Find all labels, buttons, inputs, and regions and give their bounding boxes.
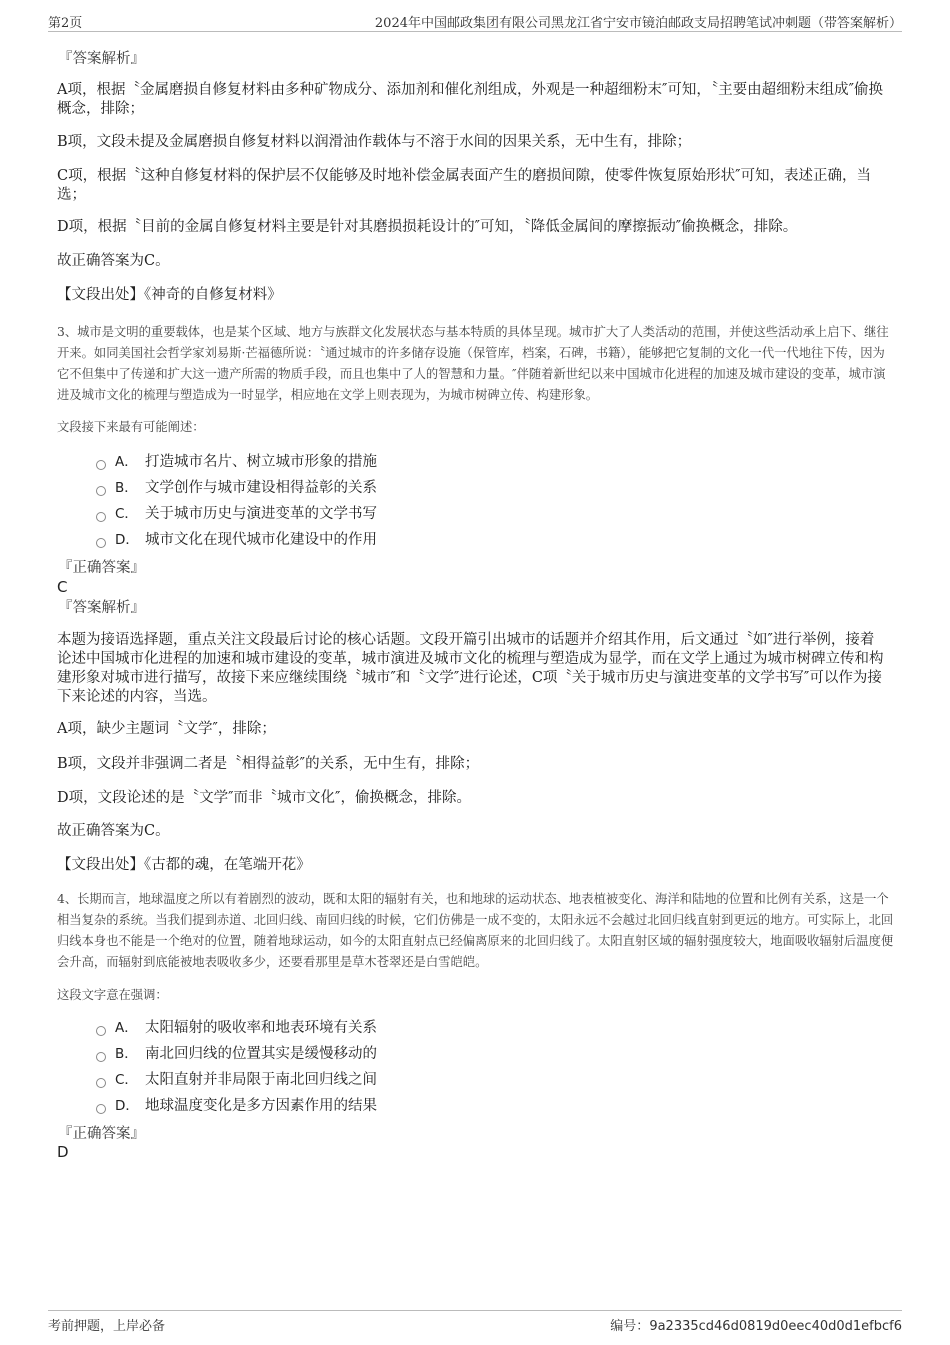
page-number: 第2页 (48, 16, 83, 31)
radio-icon[interactable] (96, 1026, 106, 1036)
q3-stem: 3、城市是文明的重要载体，也是某个区域、地方与族群文化发展状态与基本特质的具体呈现。城市扩大了人类活动的范围，并使这些活动承上启下、继往开来。如同美国社会哲学家刘易斯·芒福德所说：〝通过城市的许多储存设施（保管库，档案，石碑，书籍），能够把它复制的文化一代一代地往下传，因为它不但集中了传递和扩大这一遗产所需的物质手段，而且也集中了人的智慧和力量。″伴随着新世纪以来中国城市化进程的加速及城市建设的变革，城市演进及城市文化的梳理与塑造成为一时显学，相应地在文学上则表现为，为城市树碑立传、构建形象。 (57, 325, 889, 402)
q4-correct-label: 『正确答案』 (58, 1126, 145, 1142)
q3-explanation-d: D项，文段论述的是〝文学″而非〝城市文化″，偷换概念，排除。 (57, 790, 471, 806)
radio-icon[interactable] (96, 460, 106, 470)
q4-option-b[interactable] (96, 1043, 377, 1065)
option-letter: B． (115, 480, 138, 496)
radio-icon[interactable] (96, 1078, 106, 1088)
option-letter: D． (115, 532, 139, 548)
page-footer (48, 1310, 902, 1334)
q3-source: 【文段出处】《古都的魂，在笔端开花》 (57, 857, 311, 873)
page-header (48, 12, 902, 32)
q2-conclusion: 故正确答案为C。 (57, 253, 170, 269)
q2-explanation-d: D项，根据〝目前的金属自修复材料主要是针对其磨损损耗设计的″可知，〝降低金属间的摩擦振动″偷换概念，排除。 (57, 219, 798, 235)
option-text: 太阳直射并非局限于南北回归线之间 (145, 1072, 377, 1088)
footer-code-value: 9a2335cd46d0819d0eec40d0d1efbcf6 (649, 1319, 902, 1334)
q3-prompt: 文段接下来最有可能阐述： (57, 420, 205, 434)
footer-code (610, 1315, 902, 1334)
q2-explanation-c: C项，根据〝这种自修复材料的保护层不仅能够及时地补偿金属表面产生的磨损间隙，使零件恢复原始形状″可知，表述正确，当选； (57, 168, 872, 203)
q4-prompt: 这段文字意在强调： (57, 988, 168, 1002)
q3-option-b[interactable] (96, 477, 377, 499)
option-text: 地球温度变化是多方因素作用的结果 (145, 1098, 377, 1114)
radio-icon[interactable] (96, 538, 106, 548)
q2-source: 【文段出处】《神奇的自修复材料》 (57, 287, 282, 303)
q4-option-d[interactable] (96, 1095, 377, 1117)
q4-correct-value: D (57, 1143, 69, 1161)
q3-analysis-label: 『答案解析』 (58, 600, 145, 616)
option-text: 打造城市名片、树立城市形象的措施 (145, 454, 377, 470)
radio-icon[interactable] (96, 512, 106, 522)
option-letter: C． (115, 506, 138, 522)
q2-explanation-b: B项，文段未提及金属磨损自修复材料以润滑油作载体与不溶于水间的因果关系，无中生有，排除； (57, 134, 692, 150)
footer-slogan: 考前押题，上岸必备 (48, 1319, 166, 1334)
q3-correct-value: C (57, 578, 68, 596)
q3-explanation-main: 本题为接语选择题，重点关注文段最后讨论的核心话题。文段开篇引出城市的话题并介绍其作用，后文通过〝如″进行举例，接着论述中国城市化进程的加速和城市建设的变革，城市演进及城市文化的梳理与塑造成为显学，而在文学上通过为城市树碑立传和构建形象对城市进行描写，故接下来应继续围绕〝城市″和〝文学″进行论述，C项〝关于城市历史与演进变革的文学书写″可以作为接下来论述的内容，当选。 (57, 632, 884, 705)
option-letter: A． (115, 1020, 138, 1036)
option-text: 太阳辐射的吸收率和地表环境有关系 (145, 1020, 377, 1036)
document-title: 2024年中国邮政集团有限公司黑龙江省宁安市镜泊邮政支局招聘笔试冲刺题（带答案解析） (374, 16, 902, 31)
q4-stem: 4、长期而言，地球温度之所以有着剧烈的波动，既和太阳的辐射有关，也和地球的运动状态、地表植被变化、海洋和陆地的位置和比例有关系，这是一个相当复杂的系统。当我们提到赤道、北回归线、南回归线的时候，它们仿佛是一成不变的，太阳永远不会越过北回归线直射到更远的地方。可实际上，北回归线本身也不能是一个绝对的位置，随着地球运动，如今的太阳直射点已经偏离原来的北回归线了。太阳直射区域的辐射强度较大，地面吸收辐射后温度便会升高，而辐射到底能被地表吸收多少，还要看那里是草木苍翠还是白雪皑皑。 (57, 892, 894, 969)
q3-option-d[interactable] (96, 529, 377, 551)
q4-option-c[interactable] (96, 1069, 377, 1091)
radio-icon[interactable] (96, 1052, 106, 1062)
option-letter: C． (115, 1072, 138, 1088)
option-text: 南北回归线的位置其实是缓慢移动的 (145, 1046, 377, 1062)
option-letter: B． (115, 1046, 138, 1062)
option-letter: A． (115, 454, 138, 470)
option-text: 关于城市历史与演进变革的文学书写 (145, 506, 377, 522)
q3-option-a[interactable] (96, 451, 377, 473)
q3-explanation-b: B项，文段并非强调二者是〝相得益彰″的关系，无中生有，排除； (57, 756, 480, 772)
option-text: 文学创作与城市建设相得益彰的关系 (145, 480, 377, 496)
q3-correct-label: 『正确答案』 (58, 560, 145, 576)
q3-conclusion: 故正确答案为C。 (57, 823, 170, 839)
radio-icon[interactable] (96, 1104, 106, 1114)
footer-code-label: 编号： (610, 1319, 650, 1334)
option-letter: D． (115, 1098, 139, 1114)
q3-option-c[interactable] (96, 503, 377, 525)
q2-explanation-a: A项，根据〝金属磨损自修复材料由多种矿物成分、添加剂和催化剂组成，外观是一种超细粉末″可知，〝主要由超细粉末组成″偷换概念，排除； (57, 82, 884, 117)
q3-explanation-a: A项，缺少主题词〝文学″，排除； (57, 721, 276, 737)
option-text: 城市文化在现代城市化建设中的作用 (145, 532, 377, 548)
radio-icon[interactable] (96, 486, 106, 496)
q2-analysis-label: 『答案解析』 (58, 51, 145, 67)
q4-option-a[interactable] (96, 1017, 377, 1039)
